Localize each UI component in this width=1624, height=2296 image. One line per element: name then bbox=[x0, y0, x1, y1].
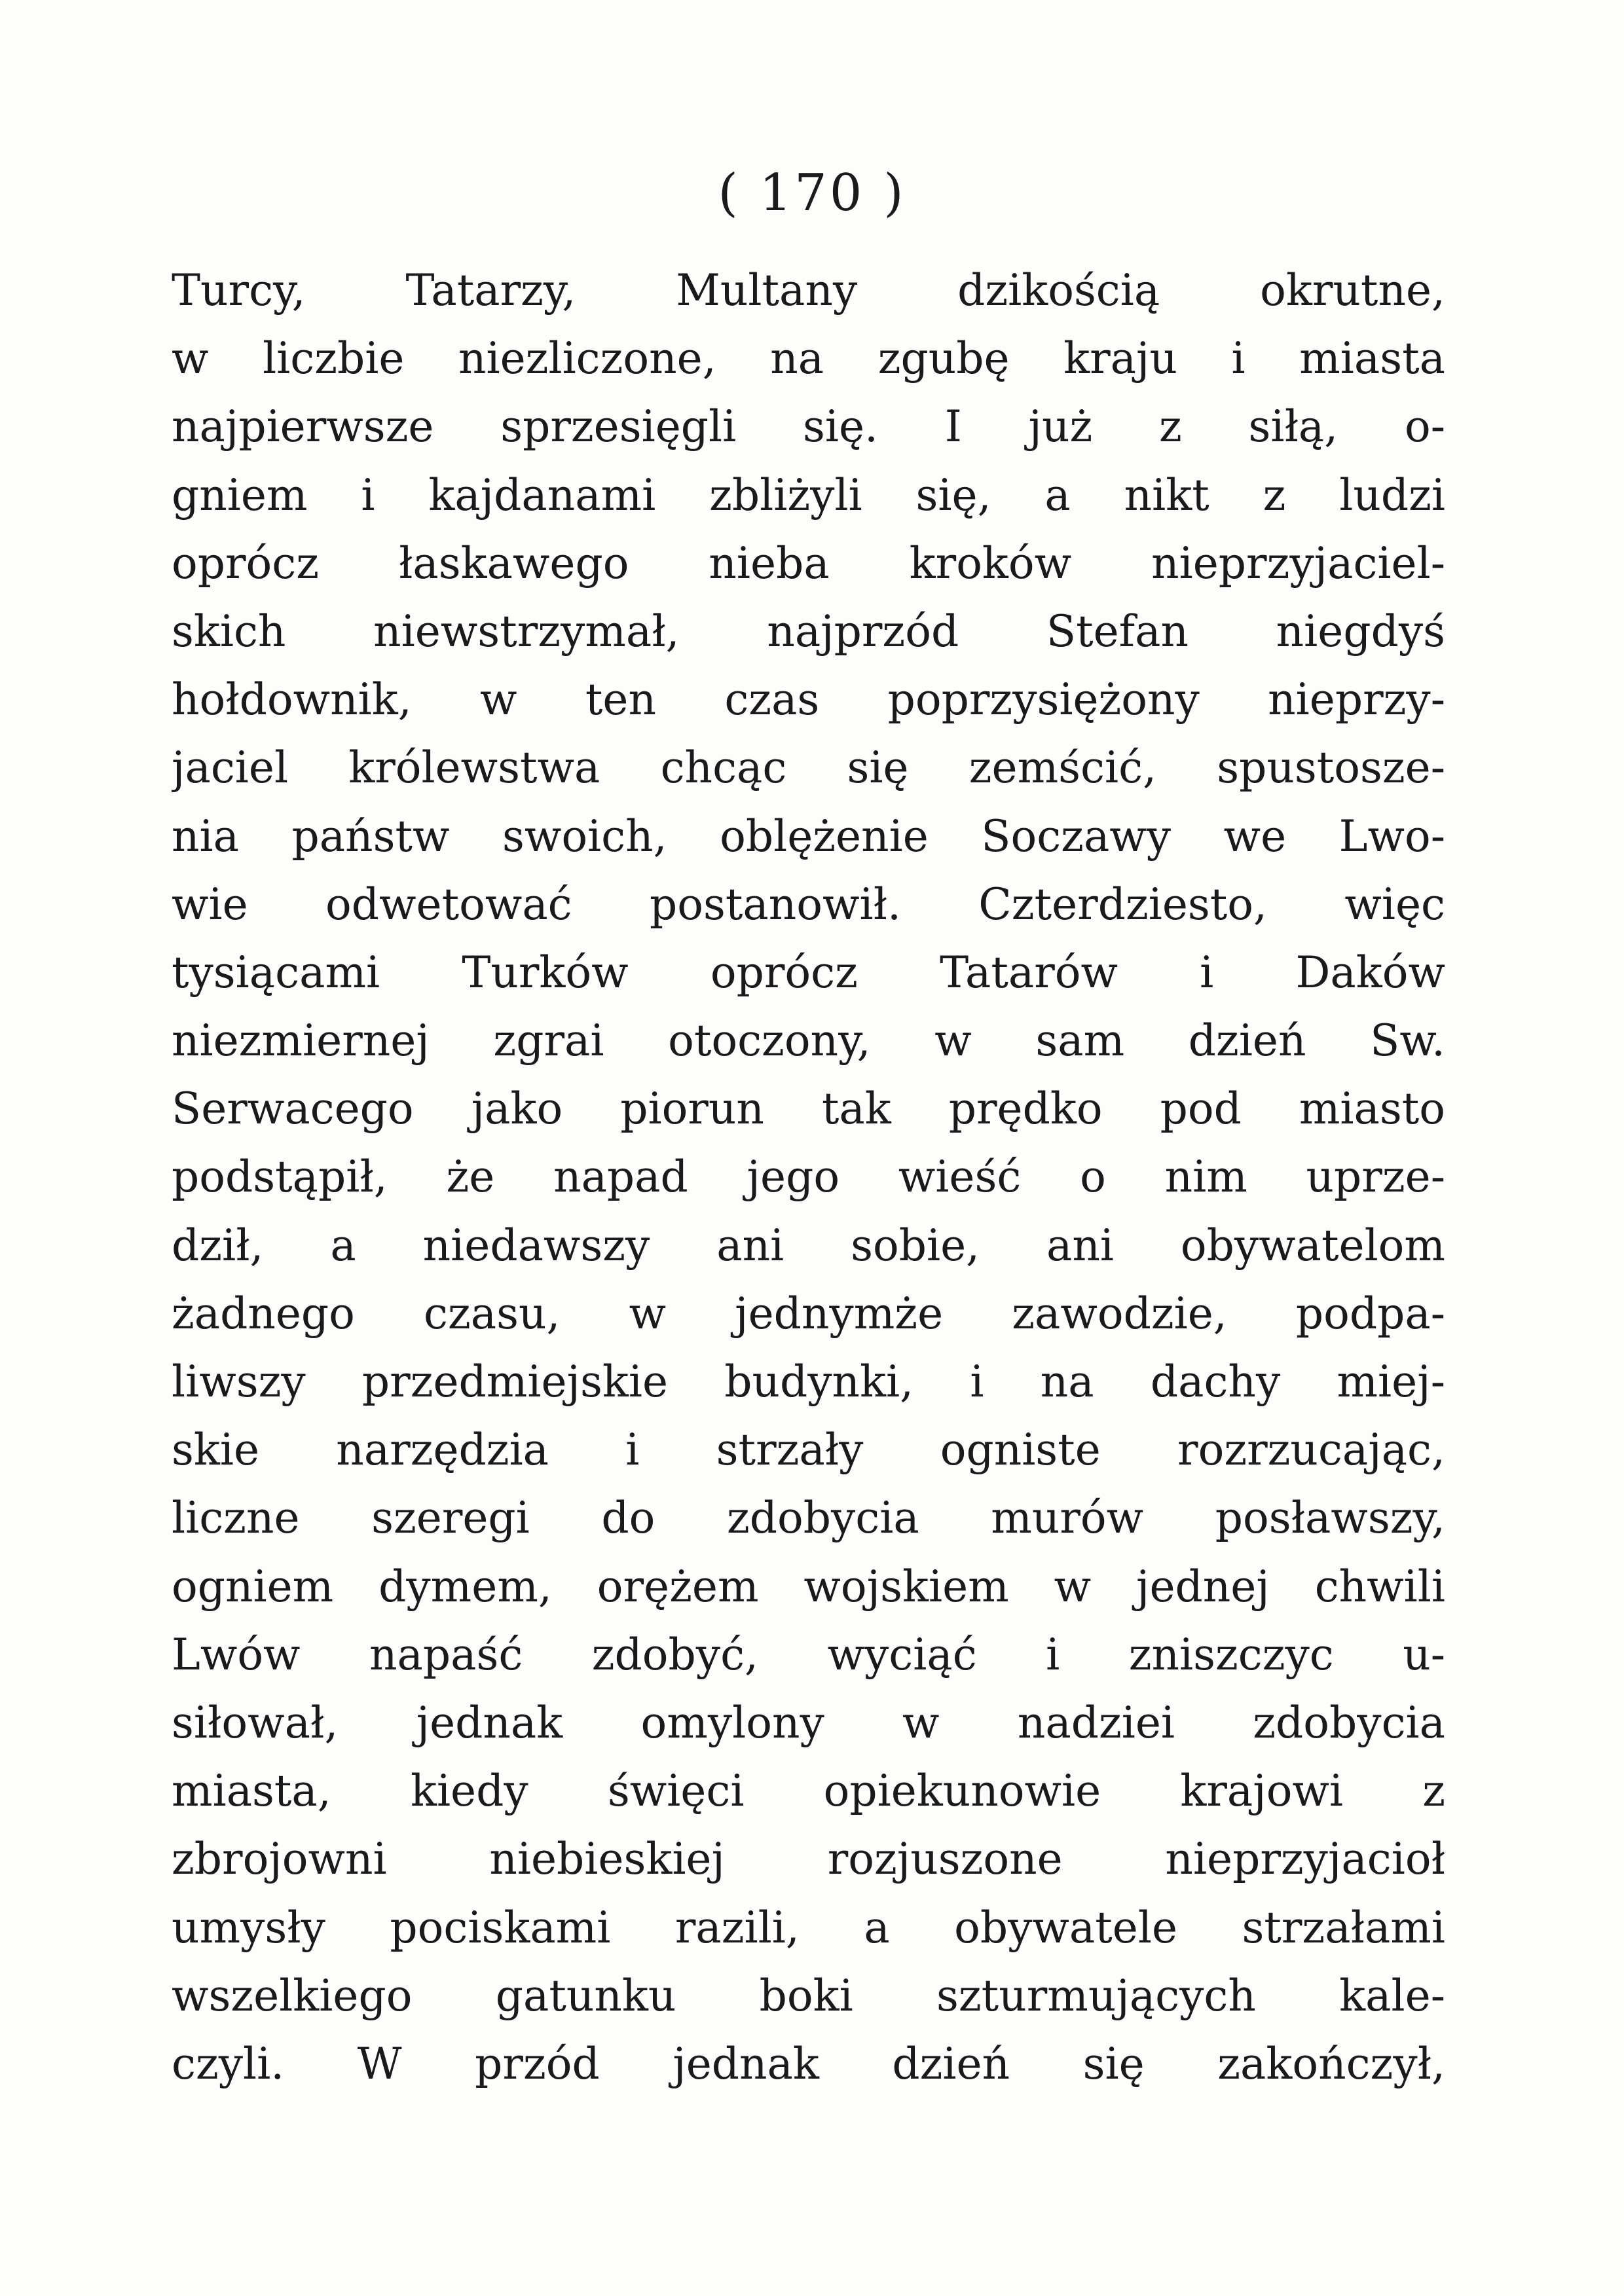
text-line: ogniem dymem, orężem wojskiem w jednej chwili bbox=[172, 1561, 1445, 1612]
text-line: Serwacego jako piorun tak prędko pod miasto bbox=[172, 1084, 1445, 1135]
text-line: tysiącami Turków oprócz Tatarów i Daków bbox=[172, 947, 1445, 998]
text-line: wszelkiego gatunku boki szturmujących kale- bbox=[172, 1970, 1445, 2021]
text-line: umysły pociskami razili, a obywatele strzałami bbox=[172, 1902, 1445, 1953]
text-line: wie odwetować postanowił. Czterdziesto, więc bbox=[172, 879, 1445, 930]
text-line: nia państw swoich, oblężenie Soczawy we Lwo- bbox=[172, 811, 1445, 862]
text-line: w liczbie niezliczone, na zgubę kraju i miasta bbox=[172, 333, 1445, 384]
text-line: Turcy, Tatarzy, Multany dzikością okrutne, bbox=[172, 265, 1445, 316]
text-line: gniem i kajdanami zbliżyli się, a nikt z ludzi bbox=[172, 469, 1445, 520]
text-line: Lwów napaść zdobyć, wyciąć i zniszczyc u- bbox=[172, 1629, 1445, 1680]
text-line: miasta, kiedy święci opiekunowie krajowi z bbox=[172, 1766, 1445, 1817]
text-line: zbrojowni niebieskiej rozjuszone nieprzyjacioł bbox=[172, 1834, 1445, 1885]
text-line: podstąpił, że napad jego wieść o nim uprze- bbox=[172, 1152, 1445, 1203]
text-line: hołdownik, w ten czas poprzysiężony nieprzy- bbox=[172, 674, 1445, 725]
text-line: liwszy przedmiejskie budynki, i na dachy miej- bbox=[172, 1357, 1445, 1407]
text-line: jaciel królewstwa chcąc się zemścić, spustosze- bbox=[172, 742, 1445, 793]
body-text bbox=[172, 257, 1445, 2098]
text-line: siłował, jednak omylony w nadziei zdobycia bbox=[172, 1697, 1445, 1748]
text-line: liczne szeregi do zdobycia murów posławszy, bbox=[172, 1493, 1445, 1544]
text-line: najpierwsze sprzesięgli się. I już z siłą, o- bbox=[172, 401, 1445, 452]
text-line: czyli. W przód jednak dzień się zakończył, bbox=[172, 2038, 1445, 2089]
text-line: niezmiernej zgrai otoczony, w sam dzień Sw. bbox=[172, 1015, 1445, 1066]
text-line: skich niewstrzymał, najprzód Stefan niegdyś bbox=[172, 606, 1445, 657]
text-line: dził, a niedawszy ani sobie, ani obywatelom bbox=[172, 1220, 1445, 1271]
text-line: oprócz łaskawego nieba kroków nieprzyjaciel- bbox=[172, 538, 1445, 589]
text-line: skie narzędzia i strzały ogniste rozrzucając, bbox=[172, 1425, 1445, 1476]
page-number: ( 170 ) bbox=[718, 164, 906, 223]
text-line: żadnego czasu, w jednymże zawodzie, podpa- bbox=[172, 1288, 1445, 1339]
